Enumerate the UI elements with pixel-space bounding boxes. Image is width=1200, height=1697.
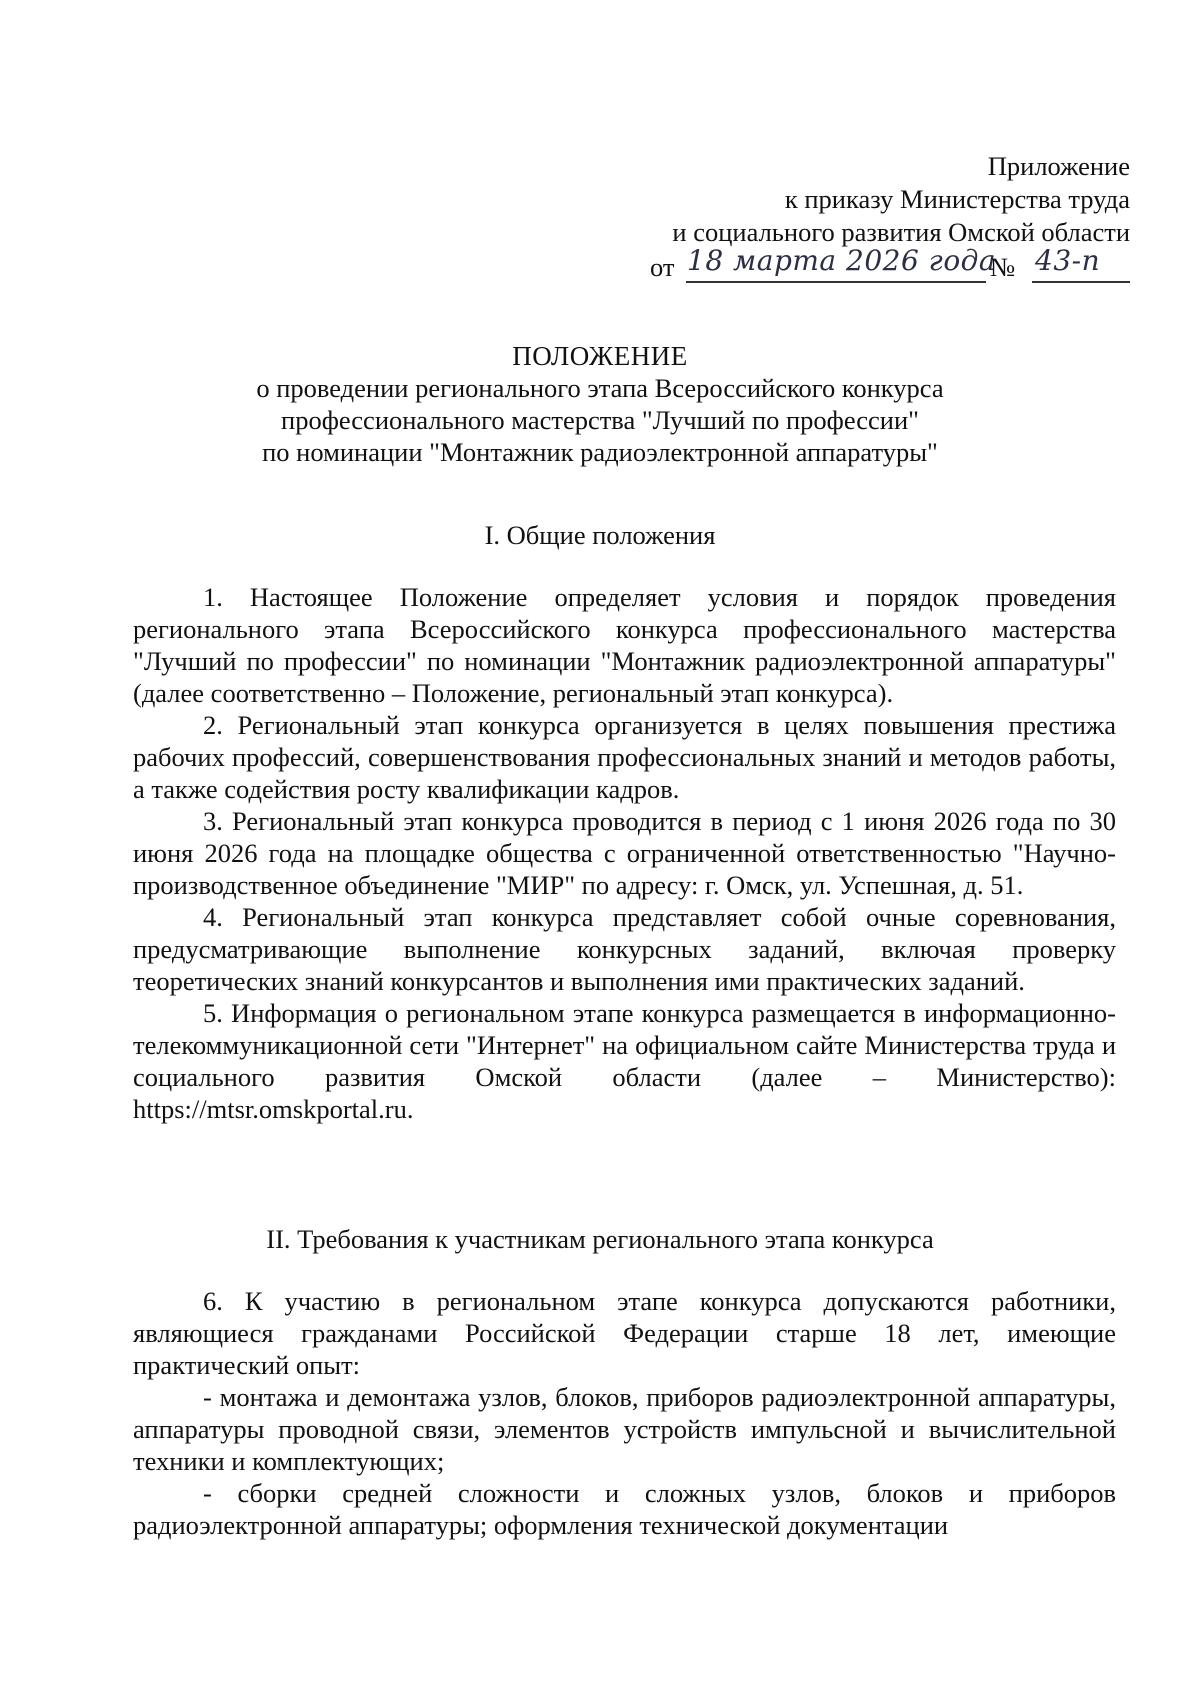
paragraph-4: 4. Региональный этап конкурса представляет собой очные соревнования, предусматривающие выполнение конкурсных заданий, включая проверку теоретических знаний конкурсантов и выполнения ими практических заданий. bbox=[133, 902, 1116, 996]
title-main: ПОЛОЖЕНИЕ bbox=[512, 341, 688, 371]
section-1-heading: I. Общие положения bbox=[484, 520, 716, 550]
title-line-2: о проведении регионального этапа Всероссийского конкурса bbox=[256, 373, 944, 403]
from-label: от bbox=[650, 252, 675, 282]
paragraph-2: 2. Региональный этап конкурса организуется в целях повышения престижа рабочих профессий, совершенствования профессиональных знаний и методов работы, а также содействия росту квалификации кадров. bbox=[133, 710, 1116, 804]
section-2-heading: II. Требования к участникам регионального этапа конкурса bbox=[266, 1224, 934, 1254]
ministry-name: и социального развития Омской области bbox=[672, 217, 1130, 247]
paragraph-1: 1. Настоящее Положение определяет условия и порядок проведения регионального этапа Всероссийского конкурса профессионального мастерства "Лучший по профессии" по номинации "Монтажник радиоэлектронной аппаратуры" (далее соответственно – Положение, региональный этап конкурса). bbox=[133, 582, 1116, 708]
order-reference: к приказу Министерства труда bbox=[784, 184, 1130, 214]
section-1-body bbox=[133, 581, 1116, 1125]
number-underline bbox=[1032, 281, 1130, 283]
handwritten-date: 18 марта 2026 года bbox=[687, 244, 997, 277]
appendix-header bbox=[570, 150, 1130, 289]
section-2-body bbox=[133, 1285, 1116, 1541]
list-item-1: - монтажа и демонтажа узлов, блоков, приборов радиоэлектронной аппаратуры, аппаратуры проводной связи, элементов устройств импульсной и вычислительной техники и комплектующих; bbox=[133, 1382, 1116, 1476]
paragraph-5: 5. Информация о региональном этапе конкурса размещается в информационно-телекоммуникационной сети "Интернет" на официальном сайте Министерства труда и социального развития Омской области (далее – Министерство): https://mtsr.omskportal.ru. bbox=[133, 998, 1116, 1124]
handwritten-number: 43-п bbox=[1035, 244, 1101, 277]
list-item-2: - сборки средней сложности и сложных узлов, блоков и приборов радиоэлектронной аппаратуры; оформления технической документации bbox=[133, 1478, 1116, 1540]
title-line-4: по номинации "Монтажник радиоэлектронной аппаратуры" bbox=[262, 437, 938, 467]
title-line-3: профессионального мастерства "Лучший по профессии" bbox=[281, 405, 919, 435]
paragraph-6: 6. К участию в региональном этапе конкурса допускаются работники, являющиеся гражданами Российской Федерации старше 18 лет, имеющие практический опыт: bbox=[133, 1286, 1116, 1380]
paragraph-3: 3. Региональный этап конкурса проводится в период с 1 июня 2026 года по 30 июня 2026 года на площадке общества с ограниченной ответственностью "Научно-производственное объединение "МИР" по адресу: г. Омск, ул. Успешная, д. 51. bbox=[133, 806, 1116, 900]
number-label: № bbox=[990, 252, 1016, 282]
appendix-label: Приложение bbox=[987, 151, 1130, 181]
date-underline bbox=[686, 281, 986, 283]
document-title bbox=[0, 340, 1200, 468]
order-date-line bbox=[570, 244, 1130, 289]
